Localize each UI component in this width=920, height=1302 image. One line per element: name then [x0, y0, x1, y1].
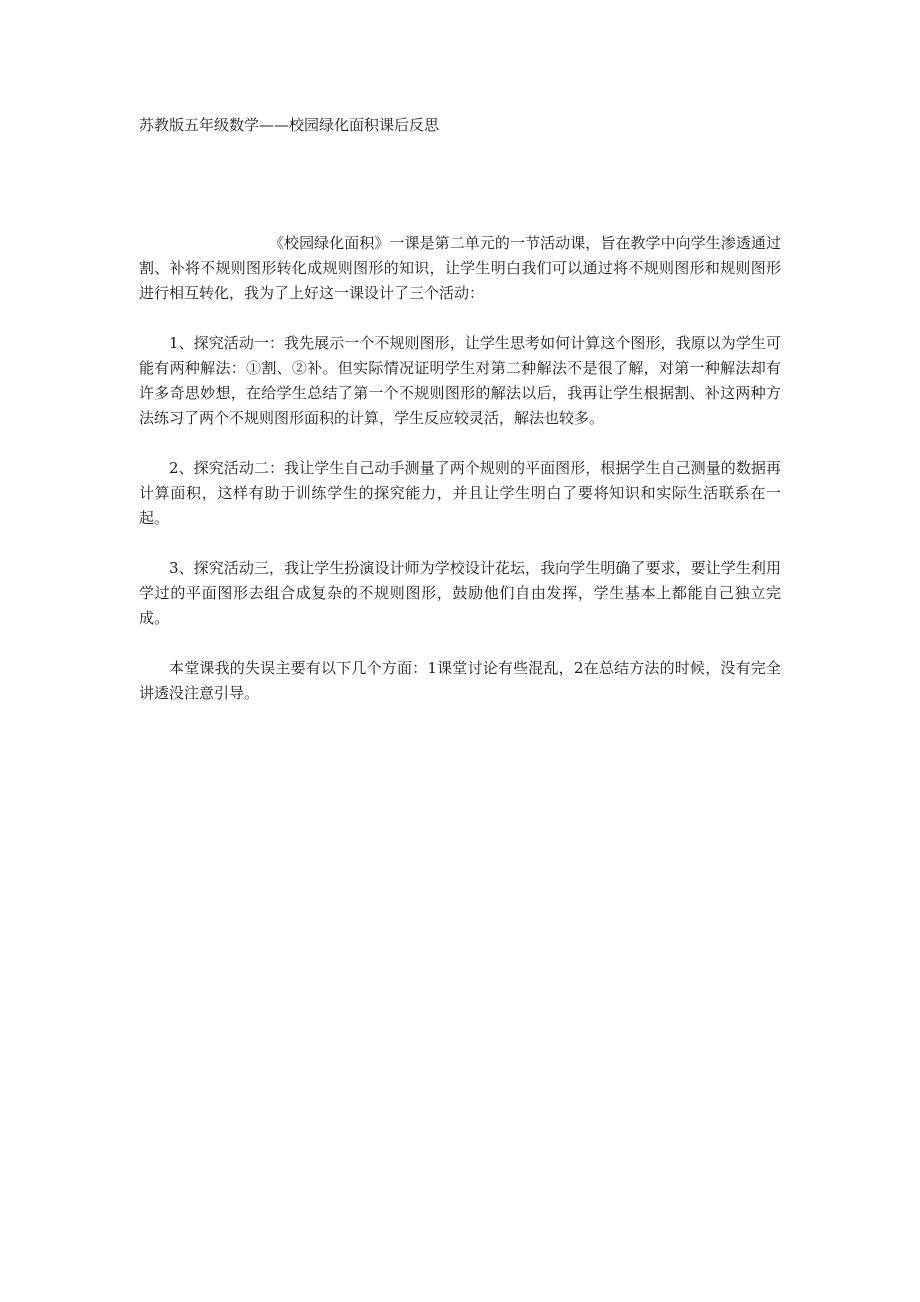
activity-one-paragraph: 1、探究活动一：我先展示一个不规则图形，让学生思考如何计算这个图形，我原以为学生可能有两种解法：①割、②补。但实际情况证明学生对第二种解法不是很了解，对第一种解法却有许多奇思妙想，在给学生总结了第一个不规则图形的解法以后，我再让学生根据割、补这两种方法练习了两个不规则图形面积的计算，学生反应较灵活，解法也较多。	[139, 334, 781, 427]
reflection-paragraph: 本堂课我的失误主要有以下几个方面：1课堂讨论有些混乱，2在总结方法的时候，没有完全讲透没注意引导。	[139, 659, 781, 702]
activity-two-paragraph: 2、探究活动二：我让学生自己动手测量了两个规则的平面图形，根据学生自己测量的数据再计算面积，这样有助于训练学生的探究能力，并且让学生明白了要将知识和实际生活联系在一起。	[139, 459, 781, 527]
document-title: 苏教版五年级数学——校园绿化面积课后反思	[139, 116, 440, 134]
document-body	[139, 231, 781, 731]
activity-three-paragraph: 3、探究活动三，我让学生扮演设计师为学校设计花坛，我向学生明确了要求，要让学生利用学过的平面图形去组合成复杂的不规则图形，鼓励他们自由发挥，学生基本上都能自己独立完成。	[139, 559, 781, 627]
intro-paragraph: 《校园绿化面积》一课是第二单元的一节活动课，旨在教学中向学生渗透通过割、补将不规则图形转化成规则图形的知识，让学生明白我们可以通过将不规则图形和规则图形进行相互转化，我为了上好这一课设计了三个活动：	[139, 234, 781, 302]
